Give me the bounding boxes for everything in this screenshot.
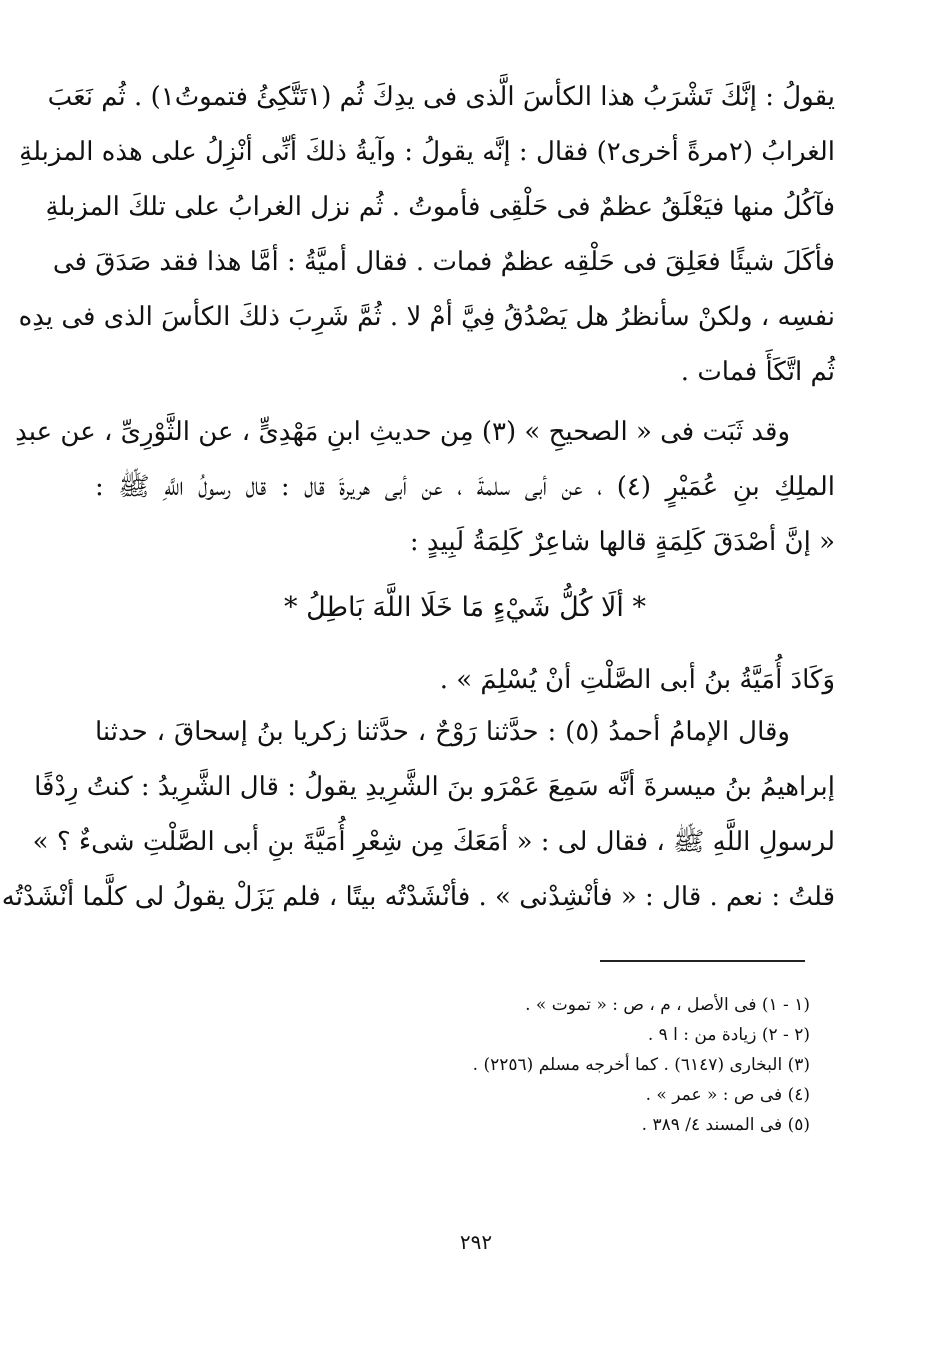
paragraph-1 [18,70,835,400]
footnote: (٢ - ٢) زيادة من : ا ٩ . [647,1025,810,1045]
text-line: الغرابُ (٢مرةً أخرى٢) فقال : إنَّه يقولُ : وآيةُ ذلكَ أنِّى أنْزِلُ على هذه المزبلةِ [19,137,835,167]
text-line: إبراهيمُ بنُ ميسرةَ أنَّه سَمِعَ عَمْرَو بنَ الشَّرِيدِ يقولُ : قال الشَّرِيدُ : كنتُ رِدْفًا [34,772,835,802]
poetry-verse: * ألَا كُلُّ شَيْءٍ مَا خَلَا اللَّهَ بَاطِلُ * [284,592,646,623]
footnotes [300,990,810,1140]
text-line: فآكُلُ منها فيَعْلَقُ عظمٌ فى حَلْقِى فأموتُ . ثُم نزل الغرابُ على تلكَ المزبلةِ [45,192,835,222]
text-line: قلتُ : نعم . قال : « فأنْشِدْنى » . فأنْشَدْتُه بيتًا ، فلم يَزَلْ يقولُ لى كلَّما أنْشَدْتُه [1,882,835,912]
text-line: لرسولِ اللَّهِ ﷺ ، فقال لى : « أمَعَكَ مِن شِعْرِ أُمَيَّةَ بنِ أبى الصَّلْتِ شىءٌ ؟ » [32,827,835,857]
text-line: وَكَادَ أُمَيَّةُ بنُ أبى الصَّلْتِ أنْ يُسْلِمَ » . [439,665,835,695]
footnote-separator [600,960,805,962]
text-line: ثُم اتَّكَأَ فمات . [680,357,835,387]
paragraph-2 [15,405,835,570]
text-line: فأكَلَ شيئًا فعَلِقَ فى حَلْقِه عظمٌ فمات . فقال أميَّةُ : أمَّا هذا فقد صَدَقَ فى [52,247,835,277]
text-line: نفسِه ، ولكنْ سأنظرُ هل يَصْدُقُ فِيَّ أمْ لا . ثُمَّ شَرِبَ ذلكَ الكأسَ الذى فى يدِه [18,302,835,332]
text-line: وقد ثَبَت فى « الصحيحِ » (٣) مِن حديثِ ابنِ مَهْدِىٍّ ، عن الثَّوْرِىِّ ، عن عبدِ [15,417,790,447]
footnote: (٤) فى ص : « عمر » . [645,1085,810,1105]
text-line: يقولُ : إنَّكَ تَشْرَبُ هذا الكأسَ الَّذى فى يدِكَ ثُم (١تَتَّكِئُ فتموتُ١) . ثُم نَعَبَ [47,82,835,112]
text-line: « إنَّ أصْدَقَ كَلِمَةٍ قالها شاعِرٌ كَلِمَةُ لَبِيدٍ : [409,527,835,557]
paragraph-3 [1,705,835,925]
page-number: ٢٩٢ [459,1230,493,1254]
text-line: وقال الإمامُ أحمدُ (٥) : حدَّثنا رَوْحٌ ، حدَّثنا زكريا بنُ إسحاقَ ، حدثنا [95,717,790,747]
footnote: (٥) فى المسند ٤/ ٣٨٩ . [641,1115,810,1135]
footnote: (٣) البخارى (٦١٤٧) . كما أخرجه مسلم (٢٢٥٦) . [472,1055,810,1075]
footnote: (١ - ١) فى الأصل ، م ، ص : « تموت » . [525,995,810,1015]
text-line: الملِكِ بنِ عُمَيْرٍ (٤) ، عن أبى سلمةَ ، عن أبى هريرةَ قال : قال رسولُ اللَّهِ ﷺ : [95,472,835,502]
